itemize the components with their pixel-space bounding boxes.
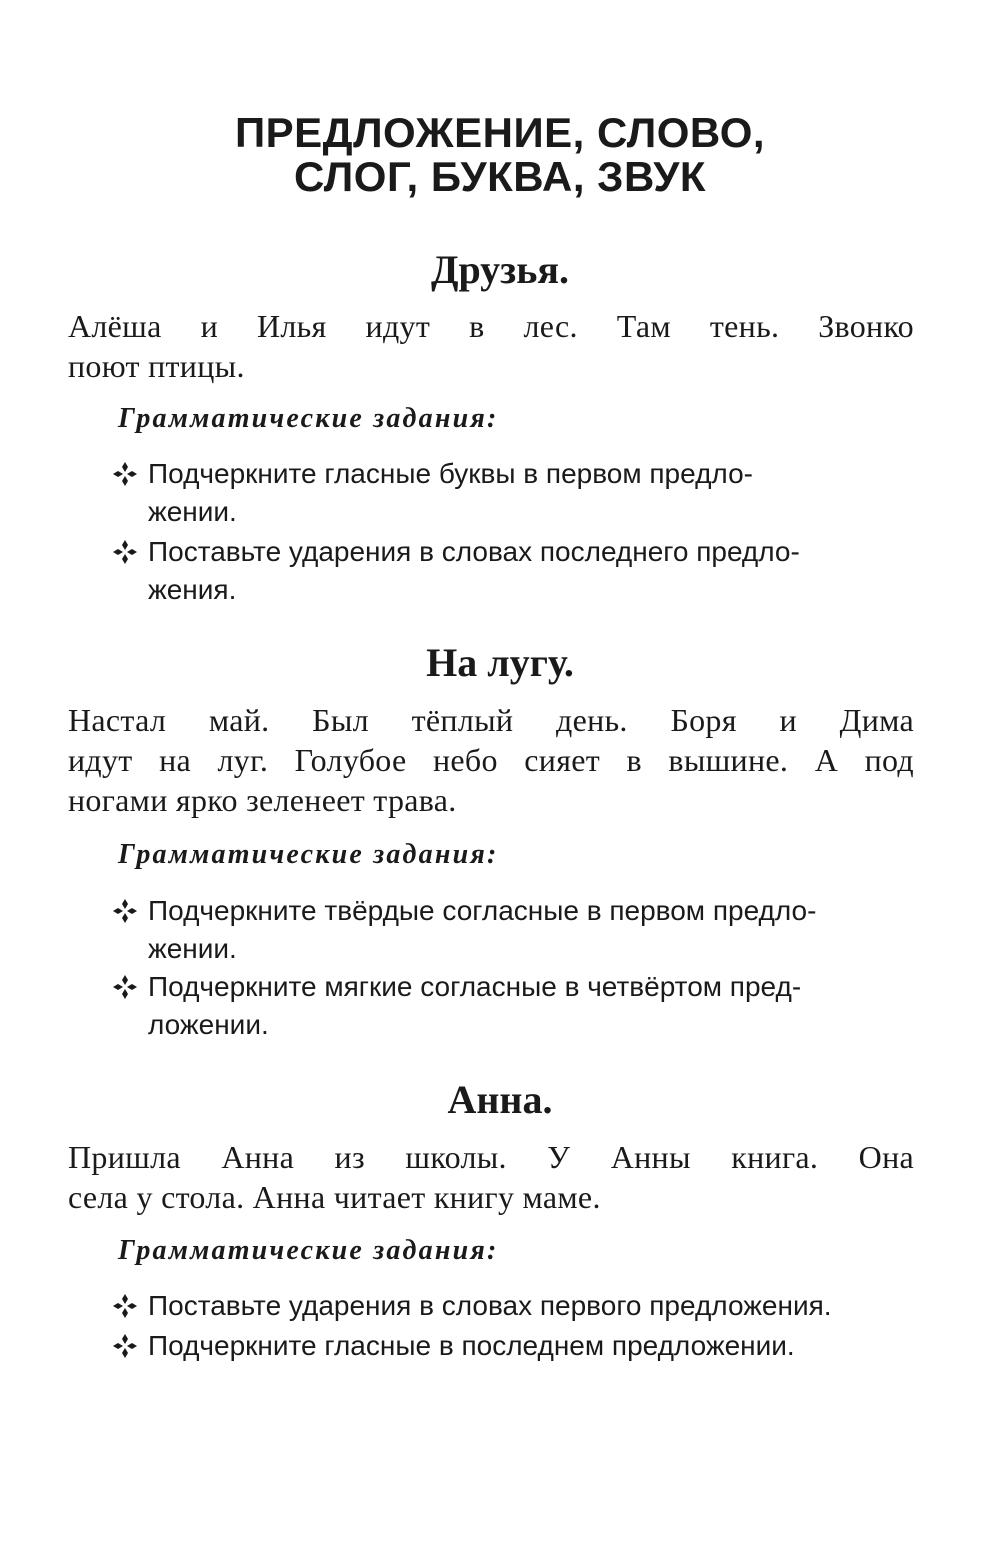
task-item [112, 533, 920, 609]
four-diamond-bullet-icon [112, 1333, 138, 1359]
text-line: поют птицы. [68, 348, 245, 384]
task-item [112, 1327, 920, 1365]
task-item [112, 1287, 920, 1325]
task-line: жении. [148, 496, 237, 527]
section-heading-druzya: Друзья. [430, 247, 570, 292]
tasks-label: Грамматические задания: [118, 403, 499, 434]
text-line: идут на луг. Голубое небо сияет в вышине. А под [68, 742, 914, 778]
task-line: ложении. [148, 1009, 269, 1040]
task-line: Поставьте ударения в словах первого предложения. [148, 1290, 832, 1321]
task-item [112, 455, 920, 531]
four-diamond-bullet-icon [112, 461, 138, 487]
task-line: Подчеркните гласные буквы в первом предло- [148, 458, 753, 489]
four-diamond-bullet-icon [112, 1293, 138, 1319]
task-line: жении. [148, 933, 237, 964]
section-text-druzya [68, 306, 914, 386]
four-diamond-bullet-icon [112, 898, 138, 924]
tasks-label: Грамматические задания: [118, 1235, 499, 1266]
task-line: Подчеркните гласные в последнем предложении. [148, 1330, 795, 1361]
task-item [112, 968, 920, 1044]
page-title-line-1: ПРЕДЛОЖЕНИЕ, СЛОВО, [234, 109, 766, 156]
section-heading-na-lugu: На лугу. [426, 640, 574, 685]
page-title-line-2: СЛОГ, БУКВА, ЗВУК [294, 153, 706, 200]
task-item [112, 892, 920, 968]
text-line: ногами ярко зеленеет трава. [68, 782, 457, 818]
four-diamond-bullet-icon [112, 539, 138, 565]
task-line: жения. [148, 574, 237, 605]
task-line: Подчеркните твёрдые согласные в первом предло- [148, 895, 817, 926]
section-text-anna [68, 1137, 914, 1217]
section-heading-anna: Анна. [447, 1077, 553, 1122]
text-line: села у стола. Анна читает книгу маме. [68, 1179, 601, 1215]
text-line: Пришла Анна из школы. У Анны книга. Она [68, 1139, 914, 1175]
task-line: Подчеркните мягкие согласные в четвёртом пред- [148, 971, 802, 1002]
section-text-na-lugu [68, 700, 914, 820]
task-line: Поставьте ударения в словах последнего предло- [148, 536, 800, 567]
text-line: Настал май. Был тёплый день. Боря и Дима [68, 702, 914, 738]
tasks-label: Грамматические задания: [118, 839, 499, 870]
four-diamond-bullet-icon [112, 974, 138, 1000]
text-line: Алёша и Илья идут в лес. Там тень. Звонко [68, 308, 914, 344]
